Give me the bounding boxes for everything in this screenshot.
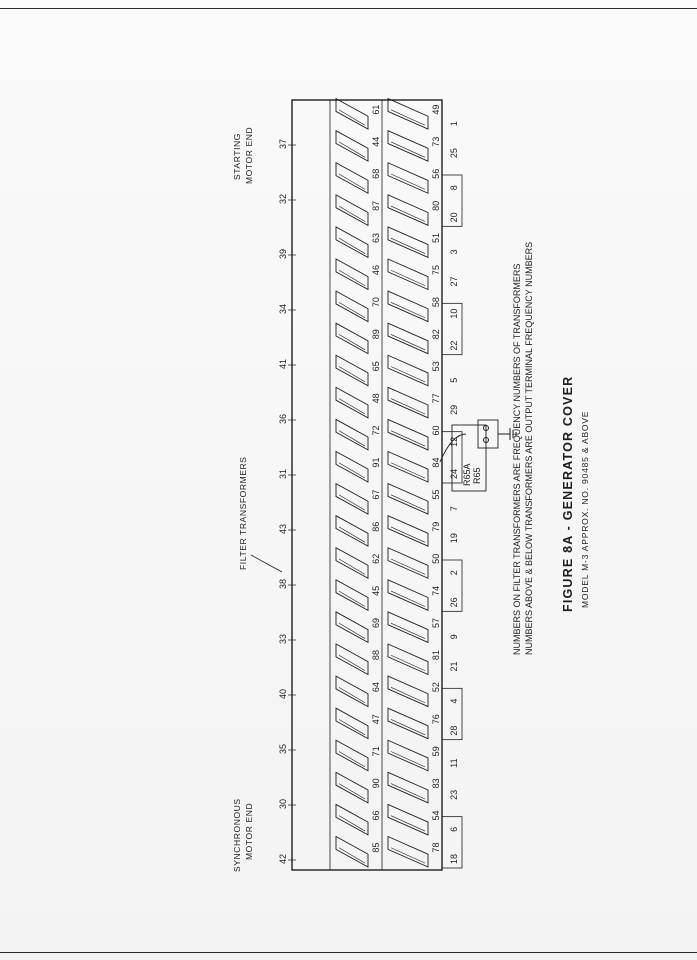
lower-transformer-lead: [391, 687, 425, 702]
top-terminal-number: 43: [278, 523, 288, 534]
bottom-terminal-number: 6: [449, 826, 459, 832]
upper-transformer-number: 66: [371, 810, 381, 821]
bottom-terminal-number: 1: [449, 121, 459, 127]
lower-transformer-can: [388, 99, 428, 129]
top-terminal-number: 32: [278, 193, 288, 204]
upper-transformer: [336, 291, 381, 321]
lower-transformer-lead: [391, 752, 425, 767]
upper-transformer: [336, 740, 381, 770]
note-line-2: NUMBERS ABOVE & BELOW TRANSFORMERS ARE OUTPUT TERMINAL FREQUENCY NUMBERS: [524, 241, 534, 655]
top-terminal-number: 34: [278, 303, 288, 314]
lower-transformer-can: [388, 387, 428, 417]
lower-transformer: [388, 612, 441, 642]
lower-transformer-number: 55: [431, 489, 441, 500]
lower-transformer-lead: [391, 431, 425, 446]
upper-transformer-number: 91: [371, 457, 381, 468]
lower-transformer-number: 56: [431, 168, 441, 179]
lower-transformer-lead: [391, 238, 425, 253]
upper-transformer-number: 62: [371, 553, 381, 564]
upper-transformer: [336, 484, 381, 514]
lower-transformer-can: [388, 419, 428, 449]
lower-transformer-number: 59: [431, 746, 441, 757]
bottom-terminal-number: 19: [449, 533, 459, 544]
bottom-terminal-number: 23: [449, 789, 459, 800]
upper-transformer: [336, 644, 381, 674]
upper-transformer-number: 89: [371, 329, 381, 340]
upper-transformer-number: 68: [371, 168, 381, 179]
schematic-panel: [278, 99, 462, 870]
filter-transformers-text: FILTER TRANSFORMERS: [238, 456, 248, 570]
top-terminal-number: 41: [278, 358, 288, 369]
upper-transformer: [336, 516, 381, 546]
lower-transformer-can: [388, 612, 428, 642]
upper-transformer-number: 70: [371, 297, 381, 308]
lower-transformer-number: 80: [431, 200, 441, 211]
lower-transformer-number: 73: [431, 136, 441, 147]
lower-transformer-number: 81: [431, 650, 441, 661]
lower-transformer: [388, 387, 441, 417]
top-terminal-number: 38: [278, 578, 288, 589]
lower-transformer: [388, 516, 441, 546]
bottom-terminal-number: 4: [449, 698, 459, 704]
top-terminal-number: 36: [278, 413, 288, 424]
start-motor-line1: STARTING: [232, 133, 242, 180]
filter-transformers-label: [238, 456, 248, 570]
lower-transformer-lead: [391, 334, 425, 349]
lower-transformer-can: [388, 772, 428, 802]
lower-transformer-lead: [391, 784, 425, 799]
lower-transformer-can: [388, 708, 428, 738]
lower-transformer-can: [388, 227, 428, 257]
lower-transformer-can: [388, 484, 428, 514]
lower-transformer-can: [388, 804, 428, 834]
lower-transformer-lead: [391, 367, 425, 382]
lower-transformer-number: 50: [431, 553, 441, 564]
lower-transformer-number: 84: [431, 457, 441, 468]
lower-transformer: [388, 419, 441, 449]
upper-transformer: [336, 676, 381, 706]
top-terminal-numbers: [278, 139, 296, 864]
bottom-terminal-number: 25: [449, 148, 459, 159]
lower-transformer: [388, 452, 441, 482]
lower-transformer-number: 82: [431, 329, 441, 340]
top-terminal-number: 37: [278, 138, 288, 149]
lower-transformer-lead: [391, 206, 425, 221]
lower-transformer-lead: [391, 527, 425, 542]
resistor-text: [462, 463, 482, 486]
upper-transformer: [336, 163, 381, 193]
lower-transformer: [388, 644, 441, 674]
lower-transformer-number: 54: [431, 810, 441, 821]
lower-transformer-number: 76: [431, 714, 441, 725]
lower-transformer: [388, 291, 441, 321]
upper-transformer-number: 69: [371, 617, 381, 628]
lower-transformer-lead: [391, 302, 425, 317]
lower-transformer-number: 77: [431, 393, 441, 404]
lower-transformer-number: 49: [431, 104, 441, 115]
top-terminal-number: 30: [278, 798, 288, 809]
lower-transformer-can: [388, 323, 428, 353]
lower-transformer-lead: [391, 142, 425, 157]
lower-transformer-lead: [391, 463, 425, 478]
upper-transformer-number: 72: [371, 425, 381, 436]
lower-transformer-lead: [391, 174, 425, 189]
upper-transformer: [336, 452, 381, 482]
lower-transformer: [388, 837, 441, 867]
lower-transformer-number: 83: [431, 778, 441, 789]
upper-transformer: [336, 772, 381, 802]
upper-transformer: [336, 131, 381, 161]
lower-transformer-number: 74: [431, 585, 441, 596]
bottom-terminal-number: 10: [449, 308, 459, 319]
upper-transformer-number: 71: [371, 746, 381, 757]
upper-transformer: [336, 804, 381, 834]
filter-leader: [251, 555, 282, 572]
lower-transformer-lead: [391, 399, 425, 414]
figure-title: FIGURE 8A - GENERATOR COVER: [561, 375, 575, 612]
lower-transformer-number: 51: [431, 232, 441, 243]
bottom-terminal-number: 8: [449, 185, 459, 191]
upper-transformer-number: 88: [371, 650, 381, 661]
resistor-label-b: R65: [472, 467, 482, 484]
top-terminal-number: 35: [278, 743, 288, 754]
lower-transformer: [388, 484, 441, 514]
top-terminal-number: 39: [278, 248, 288, 259]
lower-transformer: [388, 772, 441, 802]
upper-transformer-number: 61: [371, 104, 381, 115]
lower-transformer-number: 52: [431, 682, 441, 693]
lower-transformer-lead: [391, 270, 425, 285]
lower-transformer: [388, 163, 441, 193]
lower-transformer-lead: [391, 848, 425, 863]
upper-transformer-number: 67: [371, 489, 381, 500]
lower-transformer: [388, 323, 441, 353]
top-terminal-number: 33: [278, 633, 288, 644]
bottom-terminal-number: 12: [449, 436, 459, 447]
lower-transformer: [388, 355, 441, 385]
caption-block: [561, 376, 590, 612]
lower-transformer: [388, 195, 441, 225]
upper-transformer: [336, 580, 381, 610]
start-motor-line2: MOTOR END: [244, 126, 254, 184]
lower-transformer-lead: [391, 495, 425, 510]
lower-transformer: [388, 548, 441, 578]
upper-transformer: [336, 323, 381, 353]
upper-transformer-number: 44: [371, 136, 381, 147]
lower-transformer-lead: [391, 623, 425, 638]
lower-transformer-can: [388, 355, 428, 385]
top-terminal-number: 31: [278, 468, 288, 479]
upper-transformer: [336, 419, 381, 449]
lower-transformer: [388, 676, 441, 706]
lower-transformer-can: [388, 740, 428, 770]
lower-transformer-row: [388, 99, 441, 867]
lower-transformer-lead: [391, 719, 425, 734]
lower-transformer-can: [388, 291, 428, 321]
lower-transformer-number: 58: [431, 297, 441, 308]
sync-motor-line1: SYNCHRONOUS: [232, 798, 242, 872]
lower-transformer-can: [388, 837, 428, 867]
bottom-terminal-number: 7: [449, 506, 459, 512]
bottom-terminal-number: 9: [449, 634, 459, 640]
upper-transformer-number: 85: [371, 842, 381, 853]
bottom-terminal-number: 27: [449, 276, 459, 287]
figure-subtitle: MODEL M-3 APPROX. NO. 90485 & ABOVE: [580, 410, 590, 608]
upper-transformer-number: 48: [371, 393, 381, 404]
bottom-terminal-number: 24: [449, 468, 459, 479]
upper-transformer-number: 47: [371, 714, 381, 725]
lower-transformer-number: 79: [431, 521, 441, 532]
upper-transformer-number: 64: [371, 682, 381, 693]
lower-transformer-lead: [391, 591, 425, 606]
lower-transformer-can: [388, 131, 428, 161]
lower-transformer: [388, 580, 441, 610]
top-terminal-number: 42: [278, 853, 288, 864]
lower-transformer: [388, 259, 441, 289]
upper-transformer-number: 46: [371, 265, 381, 276]
upper-transformer-number: 63: [371, 232, 381, 243]
upper-transformer: [336, 387, 381, 417]
lower-transformer: [388, 708, 441, 738]
bottom-terminal-number: 5: [449, 377, 459, 383]
lower-transformer-can: [388, 516, 428, 546]
lower-transformer: [388, 804, 441, 834]
start-motor-label: [232, 127, 254, 184]
bottom-terminal-numbers: [449, 121, 459, 864]
note-line-1: NUMBERS ON FILTER TRANSFORMERS ARE FREQUENCY NUMBERS OF TRANSFORMERS: [512, 263, 522, 655]
upper-transformer: [336, 708, 381, 738]
resistor-assembly: [440, 420, 516, 491]
lower-transformer-number: 75: [431, 265, 441, 276]
upper-transformer: [336, 355, 381, 385]
lower-transformer-lead: [391, 110, 425, 125]
lower-transformer-number: 60: [431, 425, 441, 436]
top-terminal-number: 40: [278, 688, 288, 699]
lower-transformer-lead: [391, 816, 425, 831]
ground-terminal-block: [478, 420, 498, 448]
lower-transformer-number: 78: [431, 842, 441, 853]
upper-transformer: [336, 548, 381, 578]
upper-transformer: [336, 612, 381, 642]
lower-transformer-can: [388, 195, 428, 225]
sync-motor-line2: MOTOR END: [244, 802, 254, 860]
upper-transformer: [336, 837, 381, 867]
upper-transformer-row: [336, 99, 381, 867]
bottom-terminal-number: 3: [449, 249, 459, 255]
lower-transformer: [388, 227, 441, 257]
lower-transformer-can: [388, 644, 428, 674]
upper-transformer: [336, 195, 381, 225]
lower-transformer-can: [388, 163, 428, 193]
bottom-terminal-number: 18: [449, 853, 459, 864]
bottom-terminal-number: 22: [449, 340, 459, 351]
lower-transformer-number: 53: [431, 361, 441, 372]
upper-transformer-number: 87: [371, 200, 381, 211]
sync-motor-label: [232, 798, 254, 872]
upper-transformer: [336, 259, 381, 289]
lower-transformer-can: [388, 452, 428, 482]
lower-transformer-can: [388, 580, 428, 610]
lower-transformer: [388, 740, 441, 770]
upper-transformer-number: 65: [371, 361, 381, 372]
bottom-terminal-number: 28: [449, 725, 459, 736]
bottom-terminal-number: 11: [449, 758, 459, 768]
lower-transformer: [388, 99, 441, 129]
lower-transformer: [388, 131, 441, 161]
notes-block: [512, 242, 534, 655]
bottom-terminal-number: 21: [449, 661, 459, 672]
bottom-terminal-number: 26: [449, 597, 459, 608]
upper-transformer-number: 90: [371, 778, 381, 789]
lower-transformer-can: [388, 548, 428, 578]
resistor-label-a: R65A: [462, 463, 472, 486]
bottom-terminal-number: 20: [449, 212, 459, 223]
lower-transformer-lead: [391, 655, 425, 670]
upper-transformer-number: 86: [371, 521, 381, 532]
upper-transformer: [336, 99, 381, 129]
upper-transformer-number: 45: [371, 585, 381, 596]
lower-transformer-can: [388, 259, 428, 289]
lower-transformer-lead: [391, 559, 425, 574]
bottom-terminal-number: 29: [449, 404, 459, 415]
lower-transformer-number: 57: [431, 617, 441, 628]
upper-transformer: [336, 227, 381, 257]
lower-transformer-can: [388, 676, 428, 706]
bottom-terminal-number: 2: [449, 570, 459, 576]
